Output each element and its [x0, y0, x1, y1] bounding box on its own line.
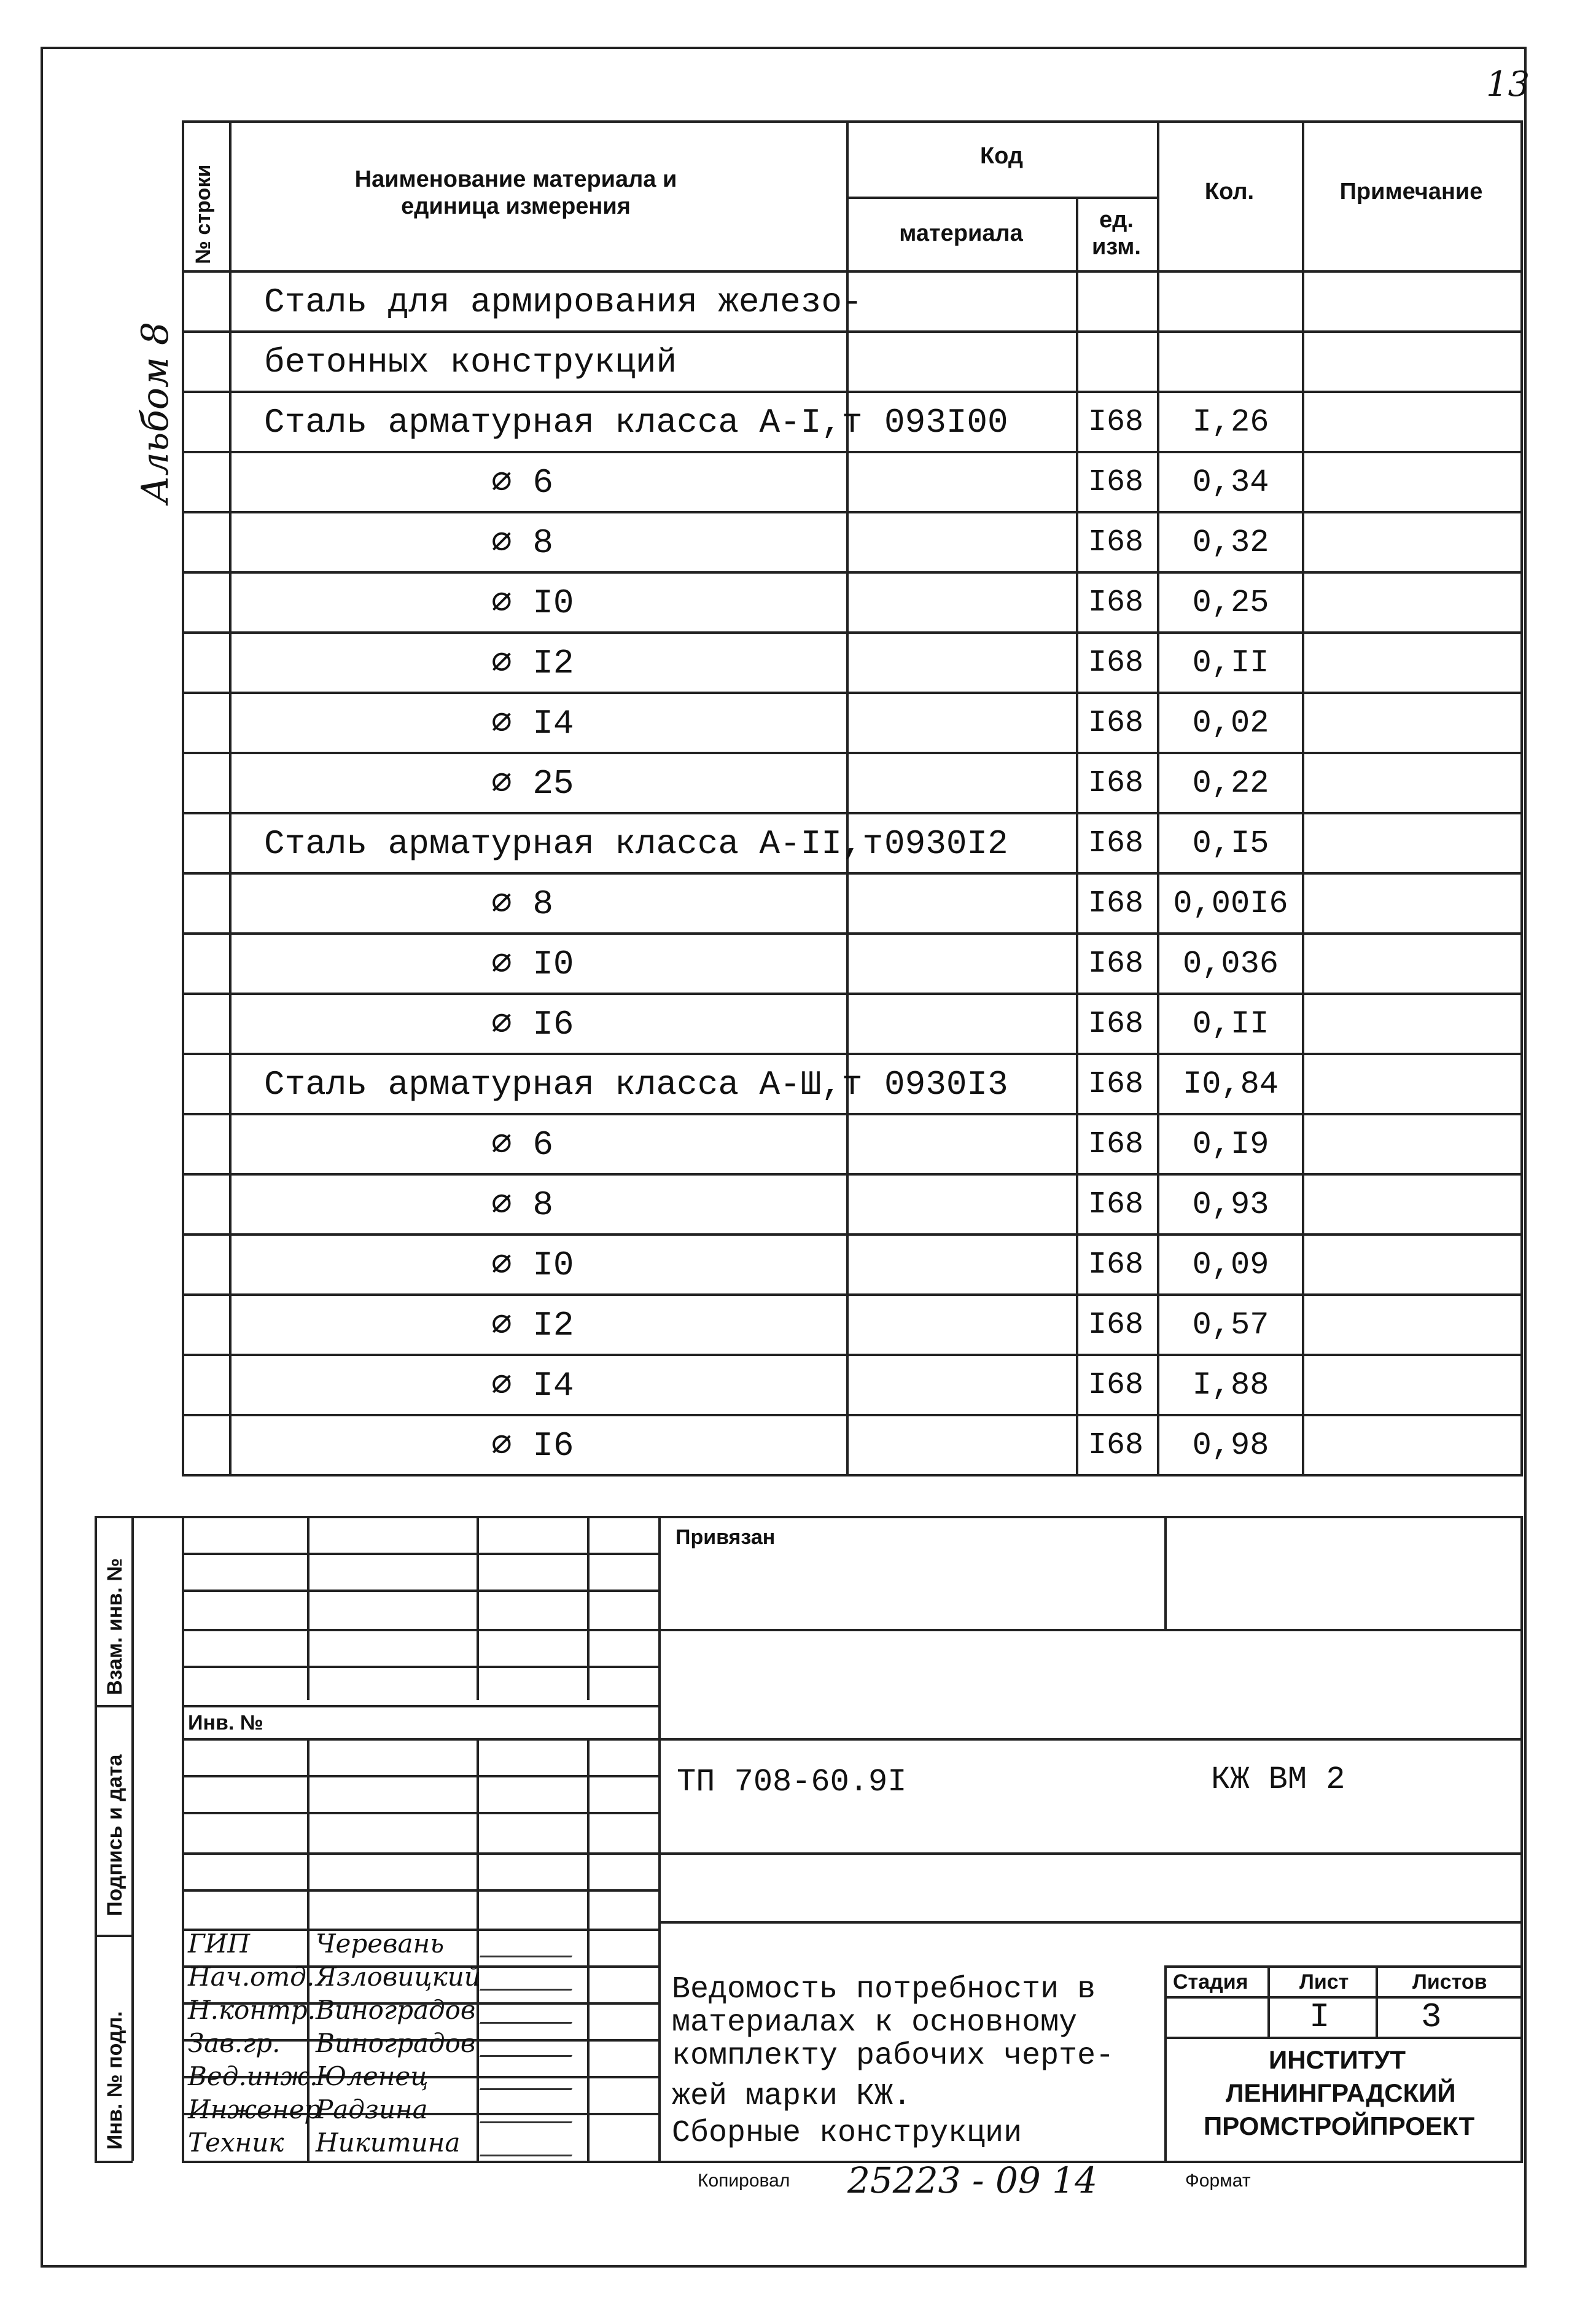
- role-title: Инженер: [188, 2094, 321, 2124]
- role-title: Вед.инж.: [188, 2061, 318, 2091]
- row-qty: 0,I9: [1192, 1126, 1269, 1163]
- role-title: ГИП: [188, 1929, 251, 1959]
- side-podpis: Подпись и дата: [103, 1754, 127, 1916]
- role-title: Нач.отд.: [188, 1962, 315, 1992]
- role-name: Юленец: [316, 2061, 429, 2091]
- doc-code: ТП 708-60.9I: [677, 1764, 907, 1800]
- copy-number: 25223 - 09 14: [847, 2159, 1098, 2201]
- row-name: ⌀ 25: [491, 764, 574, 803]
- side-inv-podl: Инв. № подл.: [103, 2011, 127, 2150]
- role-name: Виноградов: [316, 2028, 476, 2058]
- role-name: Никитина: [316, 2128, 461, 2158]
- row-name: ⌀ 8: [491, 523, 553, 563]
- row-unit: I68: [1088, 826, 1144, 861]
- signature: [479, 2070, 583, 2090]
- signature: [479, 2003, 583, 2024]
- row-code: 0930I3: [884, 1065, 1008, 1104]
- row-qty: 0,22: [1192, 765, 1269, 802]
- row-unit: I68: [1088, 946, 1144, 981]
- row-qty: 0,32: [1192, 525, 1269, 561]
- row-qty: 0,II: [1192, 645, 1269, 681]
- row-name: ⌀ 8: [491, 884, 553, 924]
- row-unit: I68: [1088, 405, 1144, 440]
- title-line: комплекту рабочих черте-: [672, 2038, 1115, 2073]
- role-title: Зав.гр.: [188, 2028, 281, 2058]
- row-qty: 0,00I6: [1173, 886, 1288, 922]
- role-title: Н.контр.: [188, 1995, 316, 2025]
- title-line: Сборные конструкции: [672, 2116, 1022, 2151]
- role-name: Радзина: [316, 2094, 428, 2124]
- row-name: Сталь арматурная класса А-II,т: [264, 824, 884, 864]
- row-unit: I68: [1088, 585, 1144, 620]
- signature: [479, 2103, 583, 2123]
- row-unit: I68: [1088, 1247, 1144, 1282]
- role-name: Язловицкий: [316, 1962, 481, 1992]
- header-name: Наименование материала и единица измерения: [354, 166, 677, 219]
- row-name: Сталь арматурная класса А-Ш,т: [264, 1065, 863, 1104]
- row-unit: I68: [1088, 525, 1144, 560]
- row-name: ⌀ I0: [491, 583, 574, 623]
- row-unit: I68: [1088, 1308, 1144, 1343]
- row-unit: I68: [1088, 1368, 1144, 1403]
- row-qty: I,26: [1192, 404, 1269, 440]
- row-name: ⌀ I4: [491, 1366, 574, 1405]
- role-title: Техник: [188, 2128, 284, 2158]
- row-name: ⌀ I4: [491, 704, 574, 743]
- row-code: 0930I2: [884, 824, 1008, 864]
- row-name: ⌀ I0: [491, 945, 574, 984]
- row-name: ⌀ 8: [491, 1185, 553, 1225]
- row-unit: I68: [1088, 465, 1144, 500]
- album-label: Альбом 8: [134, 321, 177, 504]
- row-unit: I68: [1088, 886, 1144, 921]
- copied-label: Копировал: [698, 2171, 790, 2191]
- privyazan-label: Привязан: [675, 1526, 776, 1549]
- row-name: ⌀ I0: [491, 1246, 574, 1285]
- row-qty: 0,93: [1192, 1187, 1269, 1223]
- row-unit: I68: [1088, 1187, 1144, 1222]
- institute-line-1: ИНСТИТУТ: [1269, 2045, 1406, 2074]
- row-name: Сталь для армирования железо-: [264, 283, 863, 322]
- row-qty: 0,II: [1192, 1006, 1269, 1042]
- row-qty: 0,34: [1192, 464, 1269, 501]
- row-qty: 0,09: [1192, 1247, 1269, 1283]
- side-vzam: Взам. инв. №: [103, 1558, 127, 1695]
- row-qty: I0,84: [1182, 1066, 1279, 1102]
- row-name: ⌀ I6: [491, 1005, 574, 1044]
- row-qty: 0,57: [1192, 1307, 1269, 1343]
- row-name: бетонных конструкций: [264, 343, 677, 382]
- row-name: ⌀ 6: [491, 463, 553, 502]
- row-unit: I68: [1088, 1007, 1144, 1042]
- page-number: 13: [1486, 64, 1530, 104]
- row-name: ⌀ I2: [491, 644, 574, 683]
- institute-line-3: ПРОМСТРОЙПРОЕКТ: [1204, 2112, 1475, 2140]
- sheet-value: I: [1309, 1997, 1330, 2037]
- stage-label: Стадия: [1173, 1970, 1248, 1994]
- row-qty: I,88: [1192, 1367, 1269, 1403]
- title-line: жей марки КЖ.: [672, 2079, 912, 2114]
- header-unit: ед. изм.: [1092, 207, 1141, 260]
- row-unit: I68: [1088, 646, 1144, 681]
- row-unit: I68: [1088, 1067, 1144, 1102]
- sheet-label: Лист: [1299, 1970, 1349, 1994]
- title-line: Ведомость потребности в: [672, 1972, 1096, 2007]
- header-material: материала: [899, 220, 1023, 246]
- inv-no-label: Инв. №: [188, 1711, 263, 1734]
- signature: [479, 2037, 583, 2057]
- institute-line-2: ЛЕНИНГРАДСКИЙ: [1226, 2078, 1456, 2107]
- row-qty: 0,25: [1192, 585, 1269, 621]
- row-unit: I68: [1088, 1127, 1144, 1162]
- row-name: Сталь арматурная класса А-I,т: [264, 403, 863, 442]
- row-qty: 0,I5: [1192, 825, 1269, 862]
- signature: [479, 1970, 583, 1991]
- row-qty: 0,98: [1192, 1427, 1269, 1464]
- header-row-number: № строки: [192, 164, 215, 264]
- role-name: Черевань: [316, 1929, 445, 1959]
- signature: [479, 1937, 583, 1957]
- signature: [479, 2136, 583, 2156]
- row-code: 093I00: [884, 403, 1008, 442]
- header-note: Примечание: [1339, 179, 1483, 205]
- row-unit: I68: [1088, 766, 1144, 801]
- sheets-label: Листов: [1412, 1970, 1487, 1994]
- doc-mark: КЖ ВМ 2: [1211, 1761, 1345, 1798]
- row-name: ⌀ 6: [491, 1125, 553, 1164]
- role-name: Виноградов: [316, 1995, 476, 2025]
- row-name: ⌀ I6: [491, 1426, 574, 1465]
- format-label: Формат: [1185, 2171, 1251, 2191]
- row-name: ⌀ I2: [491, 1306, 574, 1345]
- row-qty: 0,036: [1182, 946, 1279, 982]
- header-code: Код: [979, 143, 1024, 169]
- row-qty: 0,02: [1192, 705, 1269, 741]
- row-unit: I68: [1088, 706, 1144, 741]
- title-line: материалах к основному: [672, 2005, 1078, 2040]
- sheets-value: 3: [1421, 1997, 1442, 2037]
- row-unit: I68: [1088, 1428, 1144, 1463]
- header-qty: Кол.: [1204, 179, 1255, 205]
